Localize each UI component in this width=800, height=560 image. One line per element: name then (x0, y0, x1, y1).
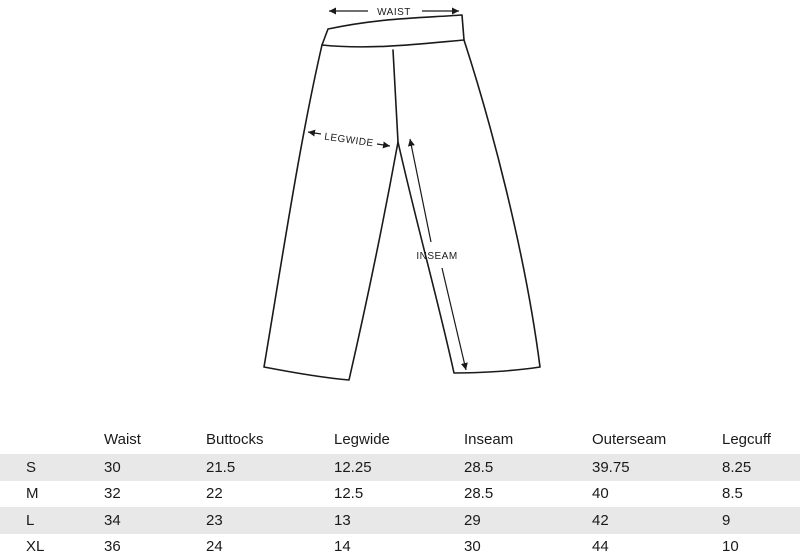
legwide-label: LEGWIDE (324, 132, 375, 150)
buttocks-cell: 23 (206, 507, 334, 534)
legwide-dimension (308, 132, 390, 150)
waist-cell: 36 (104, 534, 206, 560)
inseam-cell: 28.5 (464, 454, 592, 481)
table-row (0, 507, 800, 534)
table-row (0, 534, 800, 560)
table-header-row (0, 424, 800, 454)
legwide-cell: 12.5 (334, 481, 464, 508)
inseam-cell: 28.5 (464, 481, 592, 508)
size-cell: M (0, 481, 104, 508)
header-size (0, 424, 104, 454)
header-waist: Waist (104, 424, 206, 454)
header-buttocks: Buttocks (206, 424, 334, 454)
legcuff-cell: 8.25 (722, 454, 800, 481)
legcuff-cell: 10 (722, 534, 800, 560)
buttocks-cell: 21.5 (206, 454, 334, 481)
outerseam-cell: 39.75 (592, 454, 722, 481)
size-cell: L (0, 507, 104, 534)
size-cell: XL (0, 534, 104, 560)
outerseam-cell: 44 (592, 534, 722, 560)
table-row (0, 481, 800, 508)
buttocks-cell: 24 (206, 534, 334, 560)
inseam-dimension (410, 139, 466, 370)
header-outerseam: Outerseam (592, 424, 722, 454)
legwide-cell: 12.25 (334, 454, 464, 481)
waist-label: WAIST (377, 7, 411, 18)
inseam-cell: 30 (464, 534, 592, 560)
legwide-cell: 14 (334, 534, 464, 560)
outerseam-cell: 40 (592, 481, 722, 508)
header-legcuff: Legcuff (722, 424, 800, 454)
legwide-cell: 13 (334, 507, 464, 534)
waist-cell: 34 (104, 507, 206, 534)
header-inseam: Inseam (464, 424, 592, 454)
outerseam-cell: 42 (592, 507, 722, 534)
size-chart-table (0, 424, 800, 560)
pants-outline (264, 15, 540, 380)
size-cell: S (0, 454, 104, 481)
legcuff-cell: 9 (722, 507, 800, 534)
header-legwide: Legwide (334, 424, 464, 454)
waistband (322, 15, 464, 47)
waist-cell: 32 (104, 481, 206, 508)
pants-body (264, 40, 540, 380)
legcuff-cell: 8.5 (722, 481, 800, 508)
waist-cell: 30 (104, 454, 206, 481)
buttocks-cell: 22 (206, 481, 334, 508)
center-seam (393, 50, 398, 142)
inseam-cell: 29 (464, 507, 592, 534)
inseam-label: INSEAM (416, 251, 457, 262)
table-row (0, 454, 800, 481)
